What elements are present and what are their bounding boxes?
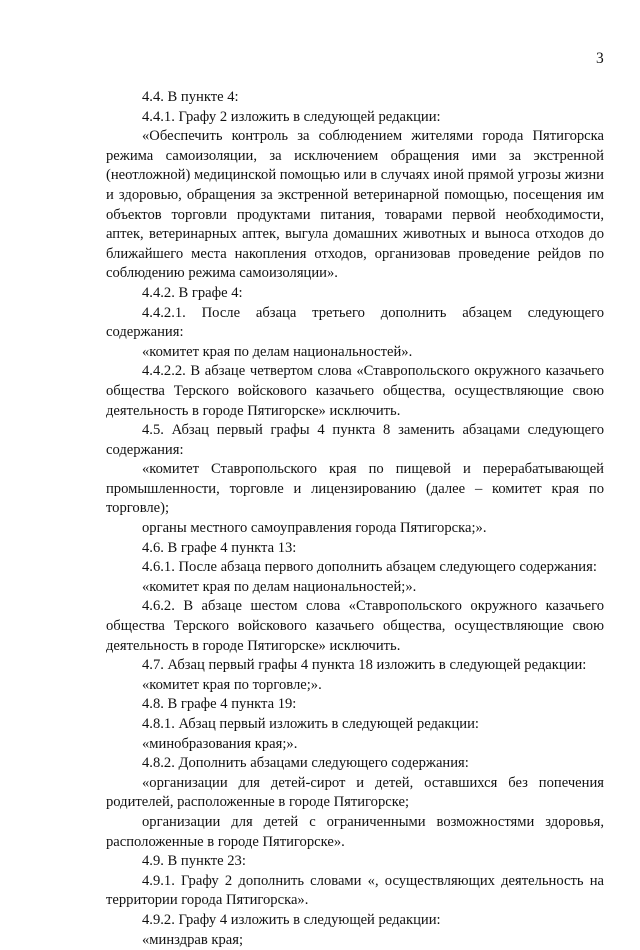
paragraph: «комитет края по делам национальностей;». — [142, 578, 417, 595]
paragraph: «комитет края по делам национальностей». — [142, 343, 413, 360]
paragraph: «минобразования края;». — [142, 735, 298, 752]
paragraph: органы местного самоуправления города Пятигорска;». — [142, 520, 487, 537]
document-body — [106, 88, 604, 950]
paragraph: 4.8.1. Абзац первый изложить в следующей редакции: — [142, 716, 479, 732]
paragraph: 4.7. Абзац первый графы 4 пункта 18 изложить в следующей редакции: — [142, 657, 587, 674]
paragraph: 4.4.2.1. После абзаца третьего дополнить абзацем следующего содержания: — [106, 304, 604, 341]
paragraph: 4.9. В пункте 23: — [142, 853, 246, 870]
paragraph: 4.5. Абзац первый графы 4 пункта 8 заменить абзацами следующего содержания: — [106, 422, 604, 458]
paragraph: «комитет Ставропольского края по пищевой и перерабатывающей промышленности, торговле и лицензированию (далее – комитет края по торговле); — [106, 461, 604, 517]
paragraph: «комитет края по торговле;». — [142, 676, 322, 693]
paragraph: 4.6. В графе 4 пункта 13: — [142, 539, 297, 556]
paragraph: 4.6.2. В абзаце шестом слова «Ставропольского окружного казачьего общества Терского войскового казачьего общества, осуществляющие свою деятельность в городе Пятигорске» исключить. — [106, 598, 604, 654]
paragraph: «Обеспечить контроль за соблюдением жителями города Пятигорска режима самоизоляции, за исключением обращения ими за экстренной (неотложной) медицинской помощью или в случаях иной прямой угрозы жизни и здоровью, обращения за экстренной ветеринарной помощью, посещения им объектов торговли продуктами питания, товарами первой необходимости, аптек, ветеринарных аптек, выгула домашних животных и выноса отходов до ближайшего места накопления отходов, организовав проведение рейдов по соблюдению режима самоизоляции». — [106, 128, 604, 282]
paragraph: 4.6.1. После абзаца первого дополнить абзацем следующего содержания: — [142, 559, 597, 576]
paragraph: организации для детей с ограниченными возможностями здоровья, расположенные в городе Пятигорске». — [106, 813, 604, 850]
paragraph: 4.9.1. Графу 2 дополнить словами «, осуществляющих деятельность на территории города Пятигорска». — [106, 872, 604, 909]
paragraph: 4.4. В пункте 4: — [142, 89, 239, 105]
paragraph: 4.8.2. Дополнить абзацами следующего содержания: — [142, 755, 469, 772]
page-number: 3 — [596, 50, 604, 67]
paragraph: 4.9.2. Графу 4 изложить в следующей редакции: — [142, 911, 441, 928]
paragraph: 4.8. В графе 4 пункта 19: — [142, 696, 297, 713]
paragraph: 4.4.2. В графе 4: — [142, 284, 243, 301]
paragraph: «организации для детей-сирот и детей, оставшихся без попечения родителей, расположенные в городе Пятигорске; — [106, 774, 604, 811]
paragraph: 4.4.1. Графу 2 изложить в следующей редакции: — [142, 108, 441, 125]
paragraph: «минздрав края; — [142, 931, 244, 948]
paragraph: 4.4.2.2. В абзаце четвертом слова «Ставропольского окружного казачьего общества Терского войскового казачьего общества, осуществляющие свою деятельность в городе Пятигорске» исключить. — [106, 363, 604, 419]
